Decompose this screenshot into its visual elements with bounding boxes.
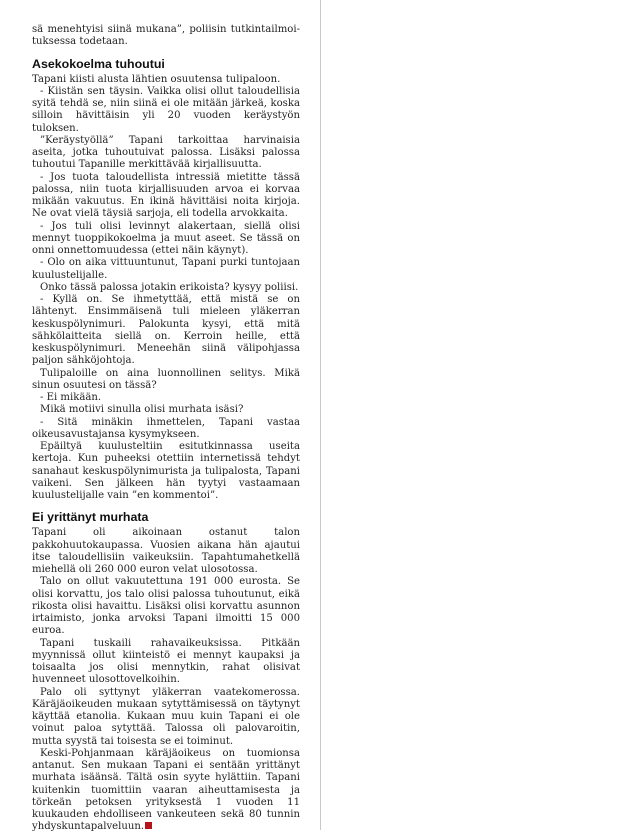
- paragraph-text: Onko tässä palossa jotakin erikoista? kysyy poliisi.: [40, 281, 299, 293]
- body-paragraph: [32, 748, 300, 834]
- paragraph-text: - Olo on aika vittuuntunut, Tapani purki tuntojaan kuulustelijalle.: [32, 257, 300, 281]
- quote-paragraph: [32, 392, 300, 404]
- quote-paragraph: [32, 294, 300, 368]
- article-sections: [32, 57, 300, 834]
- body-paragraph: [32, 74, 300, 86]
- paragraph-text: Talo on ollut vakuutettuna 191 000 eurosta. Se olisi korvattu, jos talo olisi palossa tuhoutunut, eikä rikosta olisi havaittu. Lisäksi olisi korvattu asunnon irtaimisto, jonka arvoksi Tapani ilmoitti 15 000 euroa.: [32, 576, 300, 637]
- intro-paragraph: sä menehtyisi siinä mukana”, poliisin tutkintailmoituksessa todetaan.: [32, 24, 300, 48]
- paragraph-text: Keski-Pohjanmaan käräjäoikeus on tuomionsa antanut. Sen mukaan Tapani ei sentään yrittänyt murhata isäänsä. Tältä osin syyte hylättiin. Tapani kuitenkin tuomittiin vaaran aiheuttamisesta ja törkeän petoksen yrityksestä 1 vuoden 11 kuukauden ehdolliseen vankeuteen sekä 80 tunnin yhdyskuntapalveluun.: [32, 747, 300, 833]
- end-mark-icon: [145, 822, 152, 829]
- paragraph-text: ”Keräystyöllä” Tapani tarkoittaa harvinaisia aseita, jotka tuhoutuivat palossa. Lisäksi palossa tuhoutui Tapanille merkittävää kirjallisuutta.: [32, 134, 300, 171]
- body-paragraph: [32, 368, 300, 393]
- paragraph-text: Palo oli syttynyt yläkerran vaatekomerossa. Käräjäoikeuden mukaan sytyttämisessä on täytynyt käyttää etanolia. Kukaan muu kuin Tapani ei ole voinut paloa sytyttää. Talossa oli palovaroitin, mutta syystä tai toisesta se ei toiminut.: [32, 686, 300, 747]
- paragraph-text: - Ei mikään.: [40, 392, 102, 403]
- paragraph-text: Tapani oli aikoinaan ostanut talon pakkohuutokaupassa. Vuosien aikana hän ajautui itse taloudellisiin vaikeuksiin. Tapahtumahetkellä miehellä oli 260 000 euron velat ulosotossa.: [32, 527, 300, 575]
- paragraph-text: Tulipaloille on aina luonnollinen selitys. Mikä sinun osuutesi on tässä?: [32, 367, 300, 391]
- body-paragraph: [32, 576, 300, 637]
- body-paragraph: [32, 687, 300, 748]
- paragraph-text: - Jos tuli olisi levinnyt alakertaan, siellä olisi mennyt tuoppikokoelma ja muut aseet. Se tässä on onni onnettomuudessa (ettei näin käynyt).: [32, 220, 300, 256]
- quote-paragraph: [32, 221, 300, 258]
- page-divider: [320, 0, 321, 830]
- section-heading: Ei yrittänyt murhata: [32, 510, 149, 525]
- paragraph-text: Mikä motiivi sinulla olisi murhata isäsi?: [40, 404, 244, 416]
- paragraph-text: Epäiltyä kuulusteltiin esitutkinnassa useita kertoja. Kun puheeksi otettiin internetissä tehdyt sanahaut keskuspölynimurista ja tulipalosta, Tapani vaikeni. Sen jälkeen hän tyytyi vastaamaan kuulustelijalle vain ”en kommentoi”.: [32, 441, 300, 501]
- quote-paragraph: [32, 172, 300, 221]
- section-heading: Asekokoelma tuhoutui: [32, 56, 165, 71]
- body-paragraph: [32, 282, 300, 294]
- body-paragraph: [32, 527, 300, 576]
- paragraph-text: - Sitä minäkin ihmettelen, Tapani vastaa oikeusavustajansa kysymykseen.: [32, 416, 300, 440]
- body-paragraph: [32, 441, 300, 502]
- paragraph-text: - Jos tuota taloudellista intressiä mietitte tässä palossa, niin tuota kirjallisuuden arvoa ei korvaa mikään vakuutus. En ikinä hävittäisi noita kirjoja. Ne ovat vielä täysiä sarjoja, eli todella arvokkaita.: [32, 171, 300, 220]
- quote-paragraph: [32, 257, 300, 282]
- body-paragraph: [32, 404, 300, 416]
- paragraph-text: - Kiistän sen täysin. Vaikka olisi ollut taloudellisia syitä tehdä se, niin siinä ei ole mitään järkeä, koska silloin hävittäisin yli 20 vuoden keräystyön tuloksen.: [32, 85, 300, 134]
- article-column: [32, 24, 300, 834]
- quote-paragraph: [32, 86, 300, 135]
- body-paragraph: [32, 638, 300, 687]
- paragraph-text: Tapani tuskaili rahavaikeuksissa. Pitkään myynnissä ollut kiinteistö ei mennyt kaupaksi ja toisaalta jos olisi mennytkin, rahat olisivat huvenneet ulosottovelkoihin.: [32, 637, 300, 686]
- paragraph-text: Tapani kiisti alusta lähtien osuutensa tulipaloon.: [32, 73, 281, 85]
- quote-paragraph: [32, 417, 300, 442]
- paragraph-text: - Kyllä on. Se ihmetyttää, että mistä se on lähtenyt. Ensimmäisenä tuli mieleen yläkerran keskuspölynimuri. Palokunta kysyi, että mitä sähkölaitteita siellä on. Kerroin heille, että keskuspölynimuri. Meneehän siinä välipohjassa paljon sähköjohtoja.: [32, 294, 300, 367]
- body-paragraph: [32, 135, 300, 172]
